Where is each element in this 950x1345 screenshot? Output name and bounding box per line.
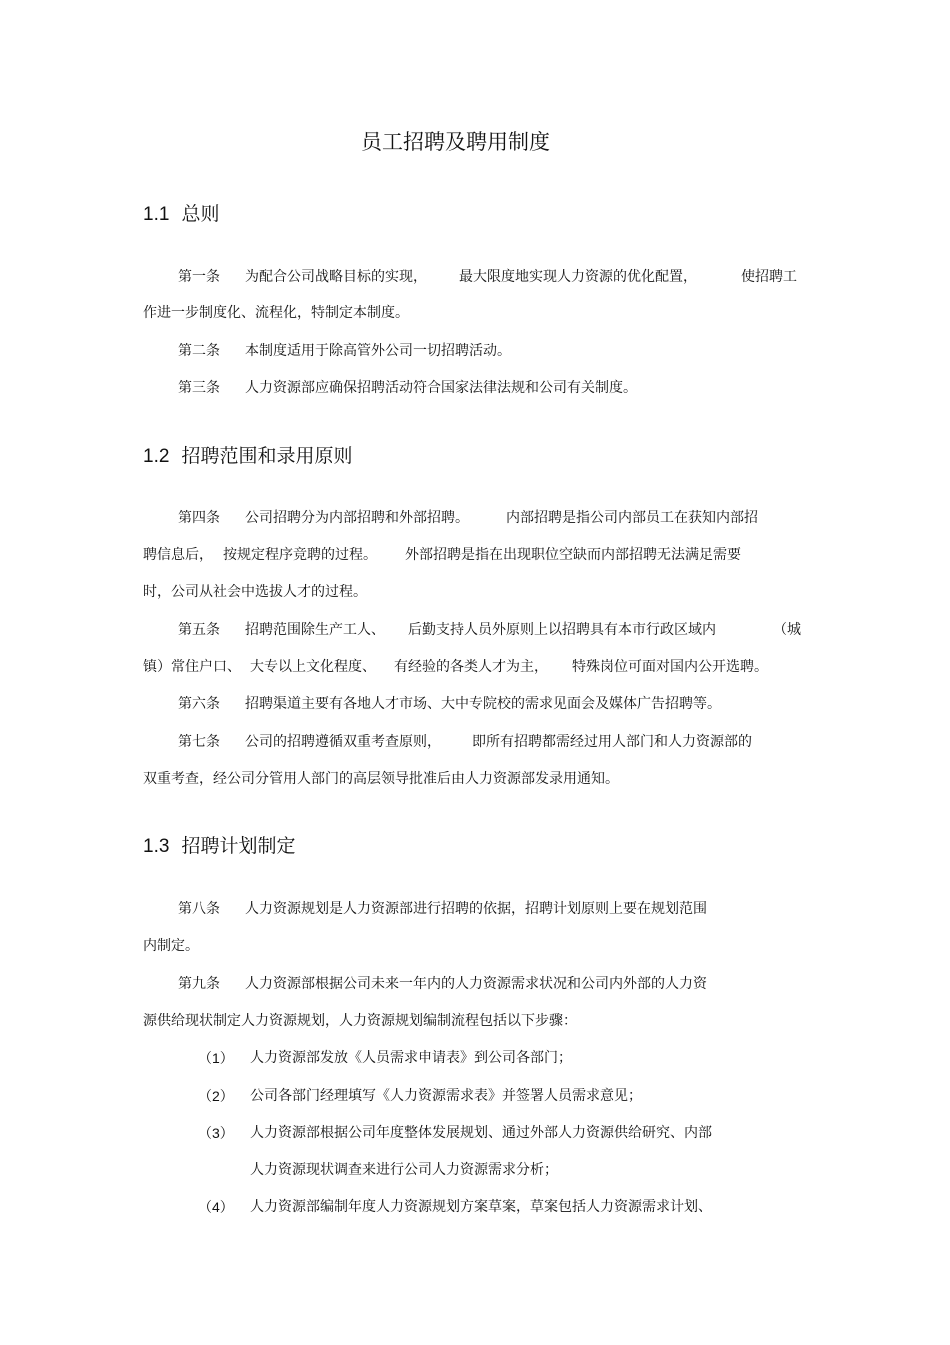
paragraph-text: 使招聘工 <box>741 269 797 285</box>
paragraph-text: 公司招聘分为内部招聘和外部招聘。 <box>245 510 469 526</box>
section-title: 招聘计划制定 <box>181 835 296 857</box>
paragraph-text: 特殊岗位可面对国内公开选聘。 <box>572 659 768 675</box>
step-text: 人力资源部根据公司年度整体发展规划、通过外部人力资源供给研究、内部 <box>250 1125 712 1141</box>
paragraph-text: 内部招聘是指公司内部员工在获知内部招 <box>506 510 758 526</box>
article-label: 第六条 <box>178 696 220 712</box>
paragraph-text: 按规定程序竞聘的过程。 <box>223 547 377 563</box>
step-text: 公司各部门经理填写《人力资源需求表》并签署人员需求意见； <box>250 1088 642 1104</box>
paragraph-text: 招聘渠道主要有各地人才市场、大中专院校的需求见面会及媒体广告招聘等。 <box>245 696 721 712</box>
step-number: （4） <box>198 1199 234 1215</box>
section-title: 总则 <box>181 203 220 225</box>
article-label: 第五条 <box>178 622 220 638</box>
step-text: 人力资源现状调查来进行公司人力资源需求分析； <box>250 1162 558 1178</box>
section-number: 1.1 <box>143 204 170 225</box>
paragraph-text: 双重考查，经公司分管用人部门的高层领导批准后由人力资源部发录用通知。 <box>143 771 619 787</box>
article-label: 第四条 <box>178 510 220 526</box>
step-number: （2） <box>198 1088 234 1104</box>
article-label: 第一条 <box>178 269 220 285</box>
paragraph-text: 本制度适用于除高管外公司一切招聘活动。 <box>245 343 511 359</box>
paragraph-text: 人力资源部根据公司未来一年内的人力资源需求状况和公司内外部的人力资 <box>245 976 707 992</box>
paragraph-text: 公司的招聘遵循双重考查原则， <box>245 734 441 750</box>
paragraph-text: 有经验的各类人才为主， <box>394 659 548 675</box>
article-label: 第二条 <box>178 343 220 359</box>
paragraph-text: 内制定。 <box>143 938 199 954</box>
step-text: 人力资源部发放《人员需求申请表》到公司各部门； <box>250 1050 572 1066</box>
paragraph-text: 即所有招聘都需经过用人部门和人力资源部的 <box>472 734 752 750</box>
section-number: 1.3 <box>143 836 170 857</box>
paragraph-text: （城 <box>773 622 801 638</box>
section-heading-1-2 <box>143 444 352 469</box>
paragraph-text: 为配合公司战略目标的实现， <box>245 269 427 285</box>
paragraph-text: 源供给现状制定人力资源规划，人力资源规划编制流程包括以下步骤： <box>143 1013 577 1029</box>
section-title: 招聘范围和录用原则 <box>181 445 353 467</box>
section-heading-1-1 <box>143 202 219 227</box>
step-text: 人力资源部编制年度人力资源规划方案草案，草案包括人力资源需求计划、 <box>250 1199 712 1215</box>
section-number: 1.2 <box>143 446 170 467</box>
paragraph-text: 作进一步制度化、流程化，特制定本制度。 <box>143 305 409 321</box>
article-label: 第九条 <box>178 976 220 992</box>
paragraph-text: 聘信息后， <box>143 547 213 563</box>
paragraph-text: 大专以上文化程度、 <box>250 659 376 675</box>
paragraph-text: 人力资源部应确保招聘活动符合国家法律法规和公司有关制度。 <box>245 380 637 396</box>
paragraph-text: 后勤支持人员外原则上以招聘具有本市行政区域内 <box>408 622 716 638</box>
document-title: 员工招聘及聘用制度 <box>361 130 550 154</box>
paragraph-text: 最大限度地实现人力资源的优化配置， <box>459 269 697 285</box>
step-number: （3） <box>198 1125 234 1141</box>
paragraph-text: 人力资源规划是人力资源部进行招聘的依据，招聘计划原则上要在规划范围 <box>245 901 707 917</box>
article-label: 第三条 <box>178 380 220 396</box>
article-label: 第七条 <box>178 734 220 750</box>
paragraph-text: 时，公司从社会中选拔人才的过程。 <box>143 584 367 600</box>
paragraph-text: 招聘范围除生产工人、 <box>245 622 385 638</box>
step-number: （1） <box>198 1050 234 1066</box>
paragraph-text: 镇）常住户口、 <box>143 659 241 675</box>
article-label: 第八条 <box>178 901 220 917</box>
section-heading-1-3 <box>143 834 295 859</box>
paragraph-text: 外部招聘是指在出现职位空缺而内部招聘无法满足需要 <box>405 547 741 563</box>
